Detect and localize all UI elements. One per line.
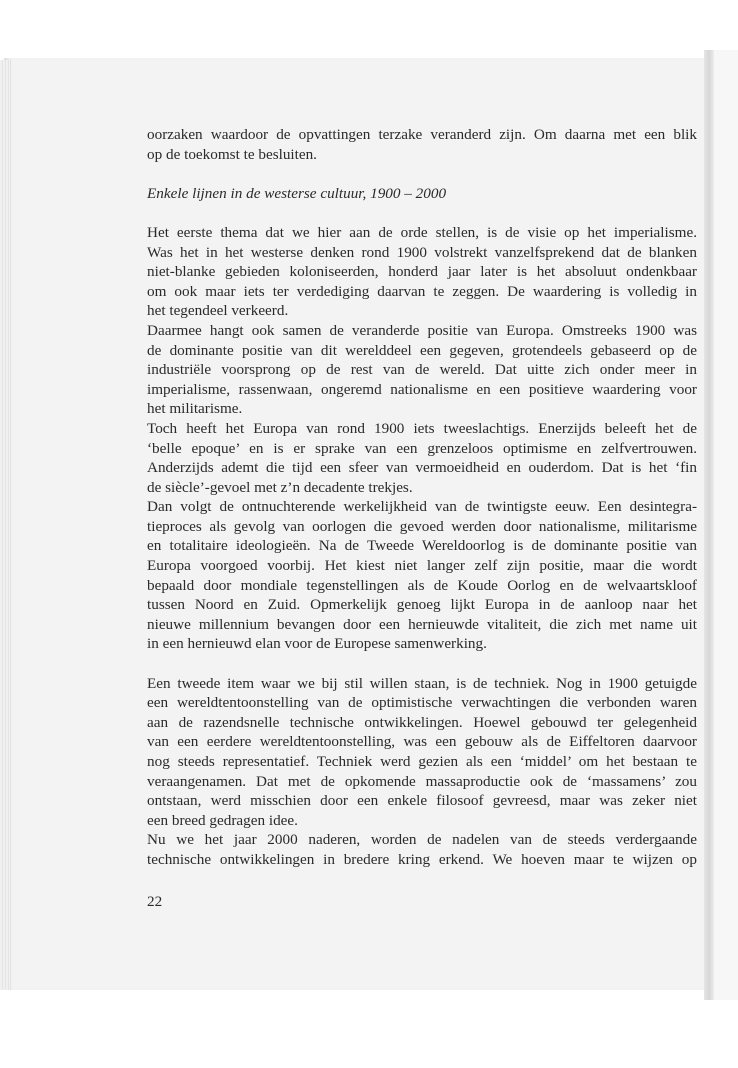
text-line: om ook maar iets ter verdediging daarvan te zeggen. De waardering is volledig in [147,282,697,300]
text-line: de siècle’-gevoel met z’n decadente trekjes. [147,478,413,496]
text-line: industriële voorsprong op de rest van de wereld. Dat uitte zich onder meer in [147,361,697,379]
text-line: in een hernieuwd elan voor de Europese samenwerking. [147,635,487,653]
text-line: de dominante positie van dit werelddeel een gegeven, grotendeels gebaseerd op de [147,341,697,359]
text-line: bepaald door mondiale tegenstellingen als de Koude Oorlog en de welvaartskloof [147,576,697,594]
body-text [147,125,697,870]
text-line: veraangenamen. Dat met de opkomende massaproductie ook de ‘massamens’ zou [147,772,697,790]
text-line: Anderzijds ademt die tijd een sfeer van vermoeidheid en ouderdom. Dat is het ‘fin [147,459,697,477]
text-line: op de toekomst te besluiten. [147,145,317,163]
next-page-edge [714,50,738,1000]
text-line: ontstaan, werd misschien door een enkele filosoof gevreesd, maar was zeker niet [147,792,697,810]
text-line: het tegendeel verkeerd. [147,302,289,320]
text-line: Een tweede item waar we bij stil willen staan, is de techniek. Nog in 1900 getuigde [147,674,697,692]
text-line: een breed gedragen idee. [147,811,298,829]
text-line: Was het in het westerse denken rond 1900 volstrekt vanzelfsprekend dat de blanken [147,243,697,261]
paragraph [147,419,697,497]
book-gutter [704,50,714,1000]
section-heading: Enkele lijnen in de westerse cultuur, 1900 – 2000 [147,184,447,202]
paragraph [147,321,697,419]
text-line: technische ontwikkelingen in bredere kring erkend. We hoeven maar te wijzen op [147,850,697,868]
page-number: 22 [147,893,163,910]
paragraph [147,674,697,831]
text-line: Daarmee hangt ook samen de veranderde positie van Europa. Omstreeks 1900 was [147,321,697,339]
text-line: van een eerdere wereldtentoonstelling, was een gebouw als de Eiffeltoren daarvoor [147,733,697,751]
text-line: Europa voorgoed voorbij. Het kiest niet langer zelf zijn positie, maar die wordt [147,557,697,575]
text-line: Toch heeft het Europa van rond 1900 iets tweeslachtigs. Enerzijds beleeft het de [147,419,697,437]
page-stack-edge [0,60,11,990]
paragraph [147,830,697,869]
text-line: oorzaken waardoor de opvattingen terzake veranderd zijn. Om daarna met een blik [147,126,697,143]
text-line: tussen Noord en Zuid. Opmerkelijk genoeg lijkt Europa in de aanloop naar het [147,596,697,614]
text-line: tieproces als gevolg van oorlogen die gevoed werden door nationalisme, militarisme [147,517,697,535]
paragraph [147,223,697,321]
text-line: nieuwe millennium bevangen door een hernieuwde vitaliteit, die zich met name uit [147,615,697,633]
text-line: Het eerste thema dat we hier aan de orde stellen, is de visie op het imperialisme. [147,223,697,241]
text-line: aan de razendsnelle technische ontwikkelingen. Hoewel gebouwd ter gelegenheid [147,713,697,731]
paragraph [147,497,697,654]
text-line: nog steeds representatief. Techniek werd gezien als een ‘middel’ om het bestaan te [147,753,697,770]
text-line: ‘belle epoque’ en is er sprake van een grenzeloos optimisme en zelfvertrouwen. [147,439,697,457]
text-line: en totalitaire ideologieën. Na de Tweede Wereldoorlog is de dominante positie van [147,537,697,555]
text-line: het militarisme. [147,400,243,418]
text-line: Nu we het jaar 2000 naderen, worden de nadelen van de steeds verdergaande [147,831,697,849]
text-line: een wereldtentoonstelling van de optimistische verwachtingen die verbonden waren [147,694,697,712]
text-line: niet-blanke gebieden koloniseerden, honderd jaar later is het absoluut ondenkbaar [147,263,697,281]
text-line: Dan volgt de ontnuchterende werkelijkheid van de twintigste eeuw. Een desintegra- [147,498,697,516]
text-line: imperialisme, rassenwaan, ongeremd nationalisme en een positieve waardering voor [147,380,697,398]
paragraph [147,125,697,164]
